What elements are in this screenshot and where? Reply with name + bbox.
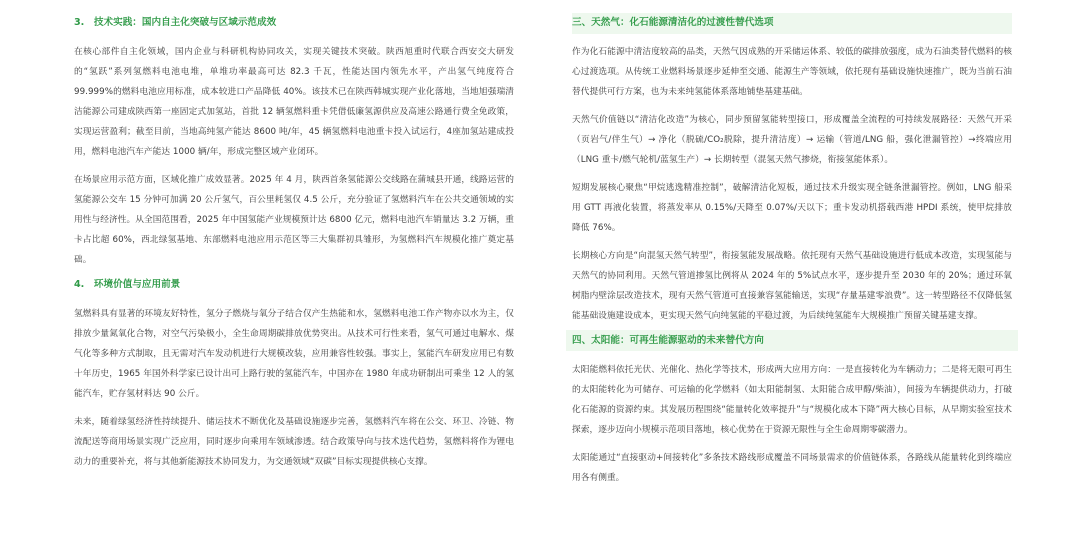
paragraph-gas-long-term: 长期核心方向是“向混氢天然气转型”，衔接氢能发展战略。依托现有天然气基础设施进行低成本改造，实现氢能与天然气的协同利用。天然气管道掺氢比例将从 2024 年的 5%试点水平，逐步提升至 2030 年的 20%；通过环氧树脂内壁涂层改造技术，现有天然气管道可直接兼容氢能输送，实现“存量基建零浪费”。这一转型路径不仅降低氢能基础设施建设成本，更实现天然气向纯氢能的平稳过渡，为后续纯氢能车大规模推广预留关键基建支撑。 — [572, 251, 1012, 321]
paragraph-gas-value-chain: 天然气价值链以“清洁化改造”为核心，同步预留氢能转型接口，形成覆盖全流程的可持续发展路径：天然气开采（页岩气/伴生气）→ 净化（脱硫/CO₂脱除，提升清洁度）→ 运输（管道/LNG 船，强化泄漏管控）→终端应用（LNG 重卡/燃气轮机/蓝氢生产）→ 长期转型（混氢天然气掺烧，衔接氢能体系）。 — [572, 115, 1012, 165]
paragraph-scenario-demo: 在场景应用示范方面，区域化推广成效显著。2025 年 4 月，陕西首条氢能源公交线路在蒲城县开通，线路运营的氢能源公交车 15 分钟可加满 20 公斤氢气，百公里耗氢仅 4.5 公斤，充分验证了氢燃料汽车在公共交通领域的实用性与经济性。从全国范围看，2025 年中国氢能产业规模预计达 6800 亿元，燃料电池汽车销量达 3.2 万辆，重卡占比超 60%，西北绿氢基地、东部燃料电池应用示范区等三大集群初具雏形，为氢燃料汽车规模化推广奠定基础。 — [74, 175, 514, 265]
paragraph-solar-value-chain: 太阳能通过“直接驱动+间接转化”多条技术路线形成覆盖不同场景需求的价值链体系，各路线从能量转化到终端应用各有侧重。 — [572, 453, 1012, 483]
paragraph-gas-intro: 作为化石能源中清洁度较高的品类，天然气因成熟的开采储运体系、较低的碳排放强度，成为石油类替代燃料的核心过渡选项。从传统工业燃料场景逐步延伸至交通、能源生产等领域，依托现有基础设施快速推广，既为当前石油替代提供可行方案，也为未来纯氢能体系落地铺垫基建基础。 — [572, 47, 1012, 97]
section-heading-solar — [572, 334, 1012, 348]
section-heading-4: 4. 环境价值与应用前景 — [74, 279, 181, 290]
left-column — [74, 0, 514, 480]
paragraph-solar-intro: 太阳能燃料依托光伏、光催化、热化学等技术，形成两大应用方向：一是直接转化为车辆动力；二是将无限可再生的太阳能转化为可储存、可运输的化学燃料（如太阳能制氢、太阳能合成甲醇/柴油），间接为车辆提供动力，打破化石能源的资源约束。其发展历程围绕“能量转化效率提升”与“规模化成本下降”两大核心目标，从早期实验室技术探索，逐步迈向小规模示范项目落地，核心优势在于资源无限性与全生命周期零碳潜力。 — [572, 365, 1012, 435]
section-heading-3: 3. 技术实践：国内自主化突破与区域示范成效 — [74, 17, 277, 28]
section-heading-solar-text: 四、太阳能：可再生能源驱动的未来替代方向 — [572, 335, 764, 346]
paragraph-environment-value: 氢燃料具有显著的环境友好特性，氢分子燃烧与氧分子结合仅产生热能和水，氢燃料电池工作产物亦以水为主，仅排放少量氮氧化合物，对空气污染极小，全生命周期碳排放优势突出。从技术可行性来看，氢气可通过电解水、煤气化等多种方式制取，且无需对汽车发动机进行大规模改装，应用兼容性较强。事实上，氢能汽车研发应用已有数十年历史，1965 年国外科学家已设计出可上路行驶的氢能汽车，中国亦在 1980 年成功研制出可乘坐 12 人的氢能汽车，贮存氢材料达 90 公斤。 — [74, 309, 514, 399]
right-column — [572, 0, 1012, 496]
paragraph-gas-short-term: 短期发展核心聚焦“甲烷逃逸精准控制”，破解清洁化短板，通过技术升级实现全链条泄漏管控。例如，LNG 船采用 GTT 再液化装置，将蒸发率从 0.15%/天降至 0.07%/天以下；重卡发动机搭载西港 HPDI 系统，使甲烷排放降低 76%。 — [572, 183, 1012, 233]
paragraph-future-outlook: 未来，随着绿氢经济性持续提升、储运技术不断优化及基础设施逐步完善，氢燃料汽车将在公交、环卫、冷链、物流配送等商用场景实现广泛应用，同时逐步向乘用车领域渗透。结合政策导向与技术迭代趋势，氢燃料将作为锂电动力的重要补充，将与其他新能源技术协同发力，为交通领域“双碳”目标实现提供核心支撑。 — [74, 417, 514, 467]
paragraph-core-components: 在核心部件自主化领域，国内企业与科研机构协同攻关，实现关键技术突破。陕西旭重时代联合西安交大研发的“氢跃”系列氢燃料电池电堆，单堆功率最高可达 82.3 千瓦，性能达国内领先水平，产出氢气纯度符合 99.999%的燃料电池应用标准，成本较进口产品降低 40%。该技术已在陕西韩城实现产业化落地，当地旭强瑞清洁能源公司建成陕西第一座固定式加氢站，首批 12 辆氢燃料重卡凭借低廉氢源供应及高速公路通行费全免政策，实现运营盈利；截至目前，当地高纯氢产能达 8600 吨/年，45 辆氢燃料电池重卡投入试运行，4座加氢站建成投用，燃料电池汽车产能达 1000 辆/年，形成完整区域产业闭环。 — [74, 47, 514, 157]
section-heading-natural-gas: 三、天然气：化石能源清洁化的过渡性替代选项 — [572, 17, 774, 28]
